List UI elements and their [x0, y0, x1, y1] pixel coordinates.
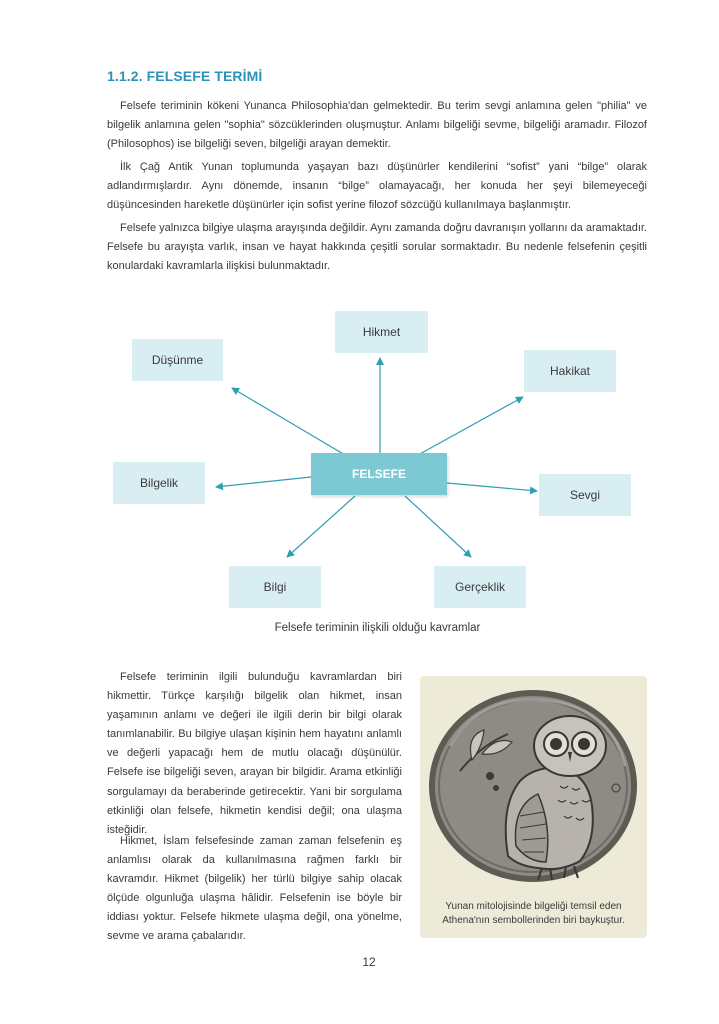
- figure-caption-line-1: Yunan mitolojisinde bilgeliği temsil eden: [445, 901, 622, 912]
- section-heading: 1.1.2. FELSEFE TERİMİ: [107, 68, 263, 84]
- figure-caption: [420, 900, 647, 928]
- concept-diagram: [0, 300, 719, 620]
- page-number: 12: [362, 955, 376, 969]
- arrow-hakikat: [418, 397, 523, 455]
- intro-paragraph-1: Felsefe teriminin kökeni Yunanca Philosophia'dan gelmektedir. Bu terim sevgi anlamına gelen "philia" ve bilgelik anlamına gelen "sophia" sözcüklerinden oluşmuştur. Anlamı bilgeliği sevme, bilgeliği aramadır. Filozof (Philosophos) ise bilgeliği seven, bilgeliği arayan demektir.: [107, 100, 647, 150]
- arrow-sevgi: [447, 483, 537, 491]
- arrow-gerceklik: [405, 496, 471, 557]
- body-paragraph-1: Felsefe teriminin ilgili bulunduğu kavramlardan biri hikmettir. Türkçe karşılığı bilgelik olan hikmet, insan yaşamının anlamı ve değeri ile ilgili derin bir bilgi olarak tanımlanabilir. Bu bilgiye ulaşan kişinin hem hayatını anlamlı ve değerli yapacağı hem de mutlu olacağı düşünülür. Felsefe ise bilgeliği seven, arayan bir bilgidir. Arama etkinliği sorgulamayı da beraberinde getirecektir. Yani bir sorgulama etkinliği olan felsefe, hikmetin kendisi değil; ona ulaşma isteğidir.: [107, 671, 402, 836]
- node-hikmet: Hikmet: [335, 311, 428, 353]
- figure-caption-line-2: Athena'nın sembollerinden biri baykuştur.: [442, 915, 625, 926]
- arrow-bilgi: [287, 496, 355, 557]
- node-felsefe-center: FELSEFE: [311, 453, 447, 495]
- body-paragraph-2: Hikmet, İslam felsefesinde zaman zaman felsefenin eş anlamlısı olarak da kullanılmasına rağmen farklı bir kavramdır. Hikmet (bilgelik) her türlü bilgiye sahip olacak ölçüde olgunluğa ulaşma hâlidir. Felsefenin ise böyle bir iddiası yoktur. Felsefe hikmete ulaşma değil, ona yönelme, sevme ve arama çabalarıdır.: [107, 835, 402, 943]
- arrow-dusunme: [232, 388, 345, 455]
- node-hakikat: Hakikat: [524, 350, 616, 392]
- diagram-caption: Felsefe teriminin ilişkili olduğu kavramlar: [274, 622, 481, 634]
- node-bilgi: Bilgi: [229, 566, 321, 608]
- arrow-bilgelik: [216, 477, 311, 487]
- owl-coin-figure: [420, 676, 647, 938]
- node-bilgelik: Bilgelik: [113, 462, 205, 504]
- node-dusunme: Düşünme: [132, 339, 223, 381]
- intro-paragraph-2: İlk Çağ Antik Yunan toplumunda yaşayan bazı düşünürler kendilerini “sofist” yani “bilge” olarak adlandırmışlardır. Aynı dönemde, insanın “bilge” olamayacağı, her konuda her şeyi bilemeyeceği düşüncesinden hareketle düşünürler için sofist yerine filozof sözcüğü kullanılmaya başlanmıştır.: [107, 161, 647, 211]
- intro-paragraph-3: Felsefe yalnızca bilgiye ulaşma arayışında değildir. Aynı zamanda doğru davranışın yollarını da aramaktadır. Felsefe bu arayışta varlık, insan ve hayat hakkında çeşitli sorular sormaktadır. Bu nedenle felsefenin çeşitli konulardaki kavramlarla ilişkisi bulunmaktadır.: [107, 222, 647, 272]
- node-sevgi: Sevgi: [539, 474, 631, 516]
- owl-coin-icon: [420, 676, 647, 896]
- node-gerceklik: Gerçeklik: [434, 566, 526, 608]
